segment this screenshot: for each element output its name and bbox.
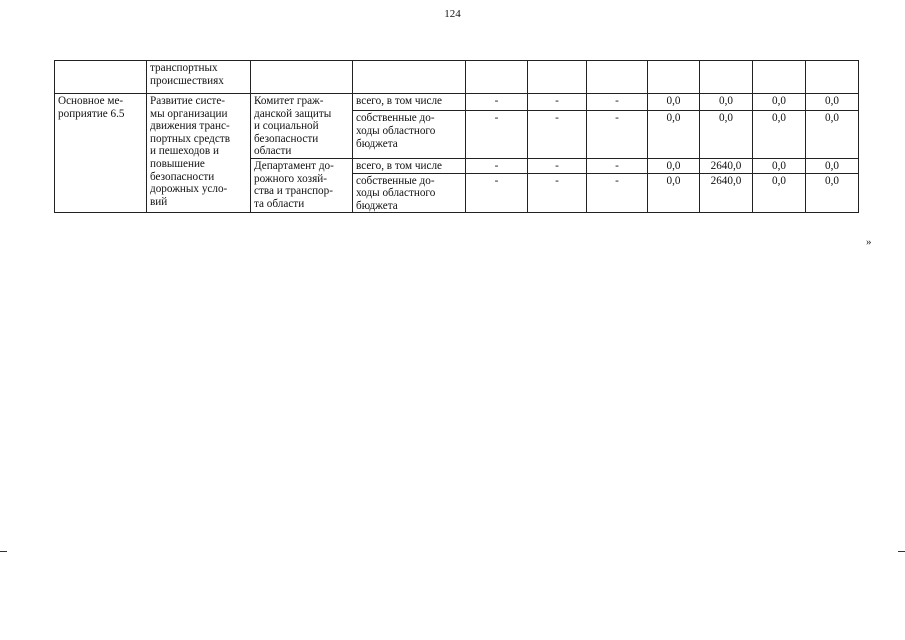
value-cell: -: [587, 111, 648, 159]
event-description-cell: Развитие систе- мы организации движения транс- портных средств и пешеходов и повышение безопасности дорожных усло- вий: [147, 94, 251, 213]
cell-empty: [466, 61, 528, 94]
value-cell: -: [466, 94, 528, 111]
value-cell: -: [466, 111, 528, 159]
cell-empty: [587, 61, 648, 94]
value-cell: 0,0: [806, 158, 859, 173]
value-cell: 0,0: [806, 111, 859, 159]
value-cell: 0,0: [700, 94, 753, 111]
cell-empty: [528, 61, 587, 94]
value-cell: 0,0: [648, 173, 700, 213]
value-cell: 0,0: [753, 158, 806, 173]
funding-source-cell: собственные до- ходы областного бюджета: [353, 111, 466, 159]
funding-source-cell: всего, в том числе: [353, 94, 466, 111]
value-cell: -: [528, 94, 587, 111]
value-cell: -: [466, 173, 528, 213]
value-cell: 0,0: [806, 173, 859, 213]
table-row: [55, 94, 859, 111]
value-cell: 0,0: [648, 111, 700, 159]
value-cell: 2640,0: [700, 158, 753, 173]
value-cell: 2640,0: [700, 173, 753, 213]
cell-empty: [353, 61, 466, 94]
cell-empty: [251, 61, 353, 94]
value-cell: -: [528, 111, 587, 159]
event-name-cell: Основное ме- роприятие 6.5: [55, 94, 147, 213]
value-cell: 0,0: [753, 111, 806, 159]
value-cell: -: [528, 173, 587, 213]
budget-table: [54, 60, 859, 213]
closing-quote: »: [866, 236, 872, 248]
funding-source-cell: собственные до- ходы областного бюджета: [353, 173, 466, 213]
cell-empty: [648, 61, 700, 94]
value-cell: -: [587, 158, 648, 173]
value-cell: 0,0: [648, 158, 700, 173]
cell-description-tail: транспортных происшествиях: [147, 61, 251, 94]
executor-name-cell: Департамент до- рожного хозяй- ства и транспор- та области: [251, 158, 353, 212]
value-cell: 0,0: [648, 94, 700, 111]
budget-table-wrapper: [54, 60, 858, 213]
value-cell: -: [466, 158, 528, 173]
cell-empty: [806, 61, 859, 94]
margin-mark-left: [0, 551, 7, 552]
margin-mark-right: [898, 551, 905, 552]
value-cell: -: [587, 94, 648, 111]
funding-source-cell: всего, в том числе: [353, 158, 466, 173]
page-number: 124: [444, 8, 461, 20]
cell-empty: [753, 61, 806, 94]
table-row-continued: [55, 61, 859, 94]
cell-empty: [700, 61, 753, 94]
value-cell: -: [528, 158, 587, 173]
value-cell: 0,0: [700, 111, 753, 159]
value-cell: 0,0: [806, 94, 859, 111]
value-cell: -: [587, 173, 648, 213]
value-cell: 0,0: [753, 173, 806, 213]
value-cell: 0,0: [753, 94, 806, 111]
cell-empty: [55, 61, 147, 94]
executor-name-cell: Комитет граж- данской защиты и социальной безопасности области: [251, 94, 353, 159]
